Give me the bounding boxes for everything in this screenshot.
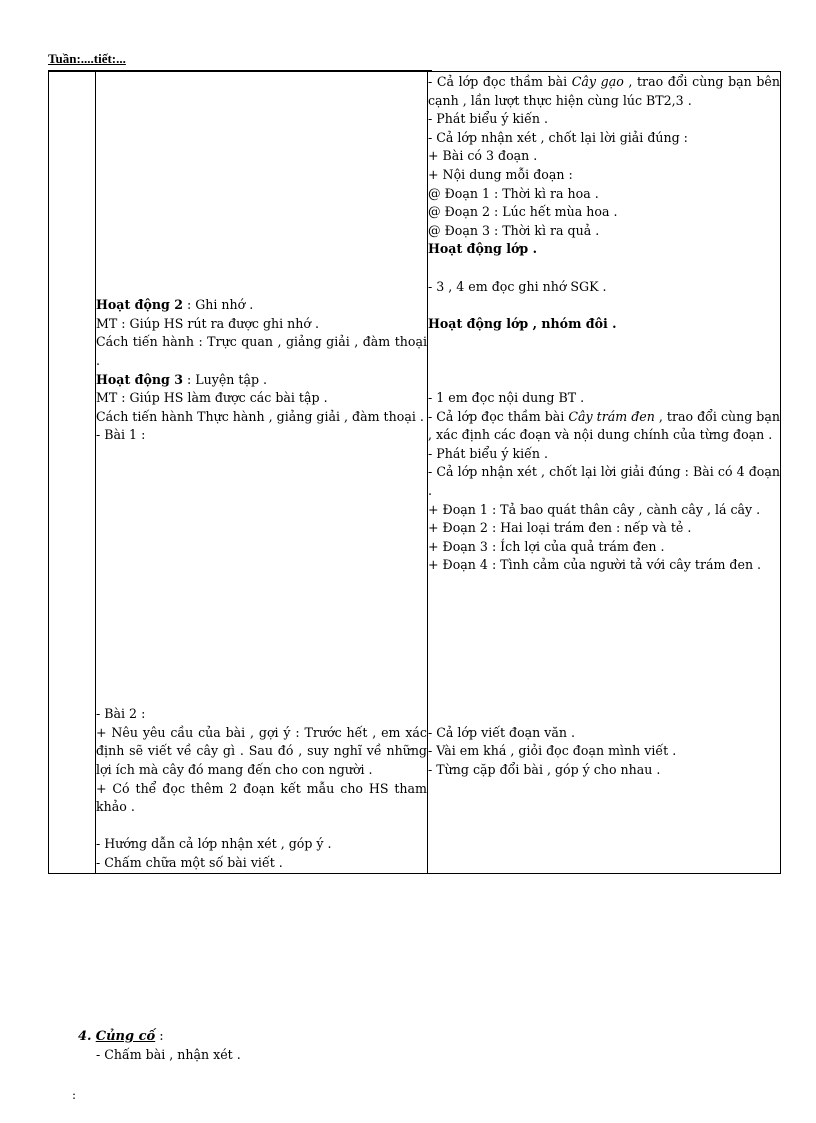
page-header: Tuần:....tiết:...	[48, 51, 126, 66]
student-line: - Từng cặp đổi bài , góp ý cho nhau .	[428, 761, 661, 777]
student-line: + Đoạn 3 : Ích lợi của quả trám đen .	[428, 538, 665, 554]
column-empty	[49, 72, 96, 874]
student-line: - Vài em khá , giỏi đọc đoạn mình viết .	[428, 743, 677, 759]
student-line: @ Đoạn 2 : Lúc hết mùa hoa .	[428, 204, 618, 220]
student-line: + Đoạn 1 : Tả bao quát thân cây , cành cây , lá cây .	[428, 501, 761, 517]
student-line: + Đoạn 2 : Hai loại trám đen : nếp và tẻ .	[428, 520, 692, 536]
student-line: - Phát biểu ý kiến .	[428, 111, 549, 127]
grading-instruction: - Chấm chữa một số bài viết .	[96, 854, 283, 870]
student-line: - Phát biểu ý kiến .	[428, 445, 549, 461]
stray-colon: :	[72, 1088, 77, 1102]
column-student	[428, 72, 781, 874]
exercise-2-label: - Bài 2 :	[96, 706, 146, 722]
objective-2: MT : Giúp HS rút ra được ghi nhớ .	[96, 315, 319, 331]
consolidation-heading: 4. Củng cố :	[78, 1029, 164, 1044]
student-activity-heading: Hoạt động lớp .	[428, 241, 537, 257]
student-activity-heading: Hoạt động lớp , nhóm đôi .	[428, 315, 617, 331]
objective-3: MT : Giúp HS làm được các bài tập .	[96, 390, 328, 406]
student-line: + Bài có 3 đoạn .	[428, 148, 538, 164]
exercise-2-guidance: + Nêu yêu cầu của bài , gợi ý : Trước hết , em xác định sẽ viết về cây gì . Sau đó , suy nghĩ về những lợi ích mà cây đó mang đến cho con người .	[96, 724, 427, 777]
exercise-2-sample: + Có thể đọc thêm 2 đoạn kết mẫu cho HS tham khảo .	[96, 780, 427, 815]
method-3: Cách tiến hành Thực hành , giảng giải , đàm thoại .	[96, 408, 424, 424]
student-line: - Cả lớp viết đoạn văn .	[428, 724, 576, 740]
lesson-table	[48, 71, 781, 874]
student-line: - Cả lớp đọc thầm bài Cây gạo , trao đổi cùng bạn bên cạnh , lần lượt thực hiện cùng lúc BT2,3 .	[428, 74, 780, 108]
table-row	[49, 72, 781, 874]
student-line: + Đoạn 4 : Tình cảm của người tả với cây trám đen .	[428, 557, 762, 573]
review-instruction: - Hướng dẫn cả lớp nhận xét , góp ý .	[96, 836, 332, 852]
consolidation-item: - Chấm bài , nhận xét .	[96, 1047, 241, 1062]
student-line: @ Đoạn 3 : Thời kì ra quả .	[428, 222, 600, 238]
consolidation-section	[78, 1028, 241, 1064]
student-line: - 3 , 4 em đọc ghi nhớ SGK .	[428, 278, 607, 294]
student-line: - 1 em đọc nội dung BT .	[428, 390, 585, 406]
activity-3-heading: Hoạt động 3 : Luyện tập .	[96, 371, 268, 387]
student-line: - Cả lớp nhận xét , chốt lại lời giải đúng :	[428, 129, 688, 145]
exercise-1-label: - Bài 1 :	[96, 427, 146, 443]
student-line: @ Đoạn 1 : Thời kì ra hoa .	[428, 185, 599, 201]
activity-2-heading: Hoạt động 2 : Ghi nhớ .	[96, 297, 254, 313]
column-teacher	[96, 72, 428, 874]
student-line: - Cả lớp đọc thầm bài Cây trám đen , trao đổi cùng bạn , xác định các đoạn và nội dung chính của từng đoạn .	[428, 408, 780, 443]
student-line: + Nội dung mỗi đoạn :	[428, 166, 573, 182]
method-2: Cách tiến hành : Trực quan , giảng giải , đàm thoại .	[96, 334, 427, 368]
student-line: - Cả lớp nhận xét , chốt lại lời giải đúng : Bài có 4 đoạn .	[428, 464, 780, 499]
